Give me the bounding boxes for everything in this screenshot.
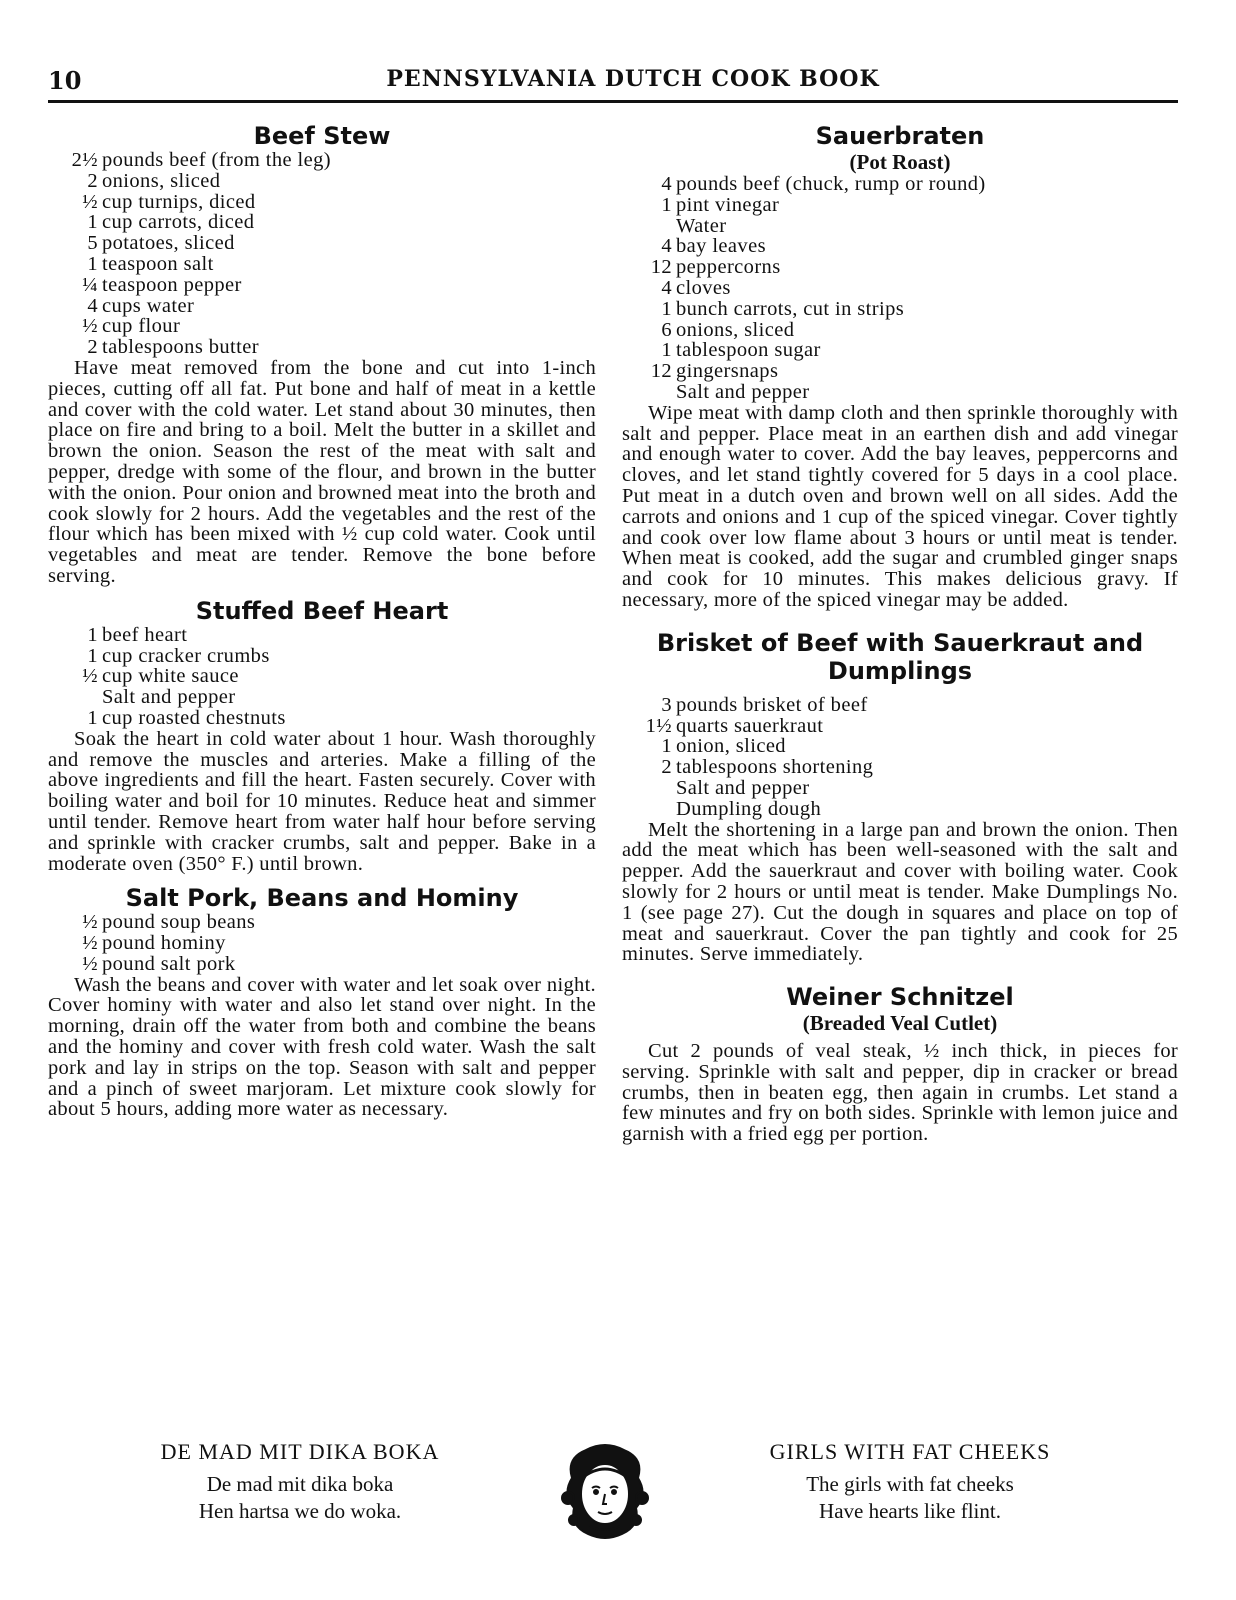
ingredient-item: [622, 778, 1178, 799]
ingredient-item: [48, 171, 596, 192]
ingredient-list: [48, 912, 596, 974]
recipe-stuffed-beef-heart: [48, 597, 596, 875]
ingredient-quantity: ½: [82, 911, 98, 934]
ingredient-item: [622, 299, 1178, 320]
recipe-subtitle: (Pot Roast): [849, 150, 951, 174]
page-header: [48, 64, 1178, 103]
footer-poem-left: [110, 1438, 490, 1525]
page-number: 10: [48, 66, 82, 95]
ingredient-quantity: 1: [661, 735, 672, 758]
recipe-brisket: [622, 629, 1178, 965]
ingredient-quantity: 1: [87, 211, 98, 234]
ingredient-item: [622, 216, 1178, 237]
ingredient-text: teaspoon pepper: [102, 273, 242, 296]
ingredient-list: [622, 174, 1178, 403]
ingredient-item: [622, 799, 1178, 820]
ingredient-text: cup turnips, diced: [102, 190, 256, 213]
ingredient-item: [622, 174, 1178, 195]
ingredient-text: potatoes, sliced: [102, 232, 235, 255]
ingredient-item: [48, 954, 596, 975]
ingredient-item: [48, 625, 596, 646]
recipe-directions: Melt the shortening in a large pan and brown the onion. Then add the meat which has been well-seasoned with the salt and pepper. Add the sauerkraut and cover with boiling water. Cook slowly for 2 hours or until meat is tender. Make Dumplings No. 1 (see page 27). Cut the dough in squares and place on top of meat and sauerkraut. Cover the pan tightly and cook for 25 minutes. Serve immediately.: [622, 818, 1178, 966]
ingredient-quantity: [622, 216, 676, 237]
ingredient-quantity: ½: [82, 190, 98, 213]
ingredient-quantity: 12: [650, 360, 672, 383]
ingredient-text: teaspoon salt: [102, 252, 214, 275]
ingredient-item: [622, 278, 1178, 299]
ingredient-text: Salt and pepper: [102, 686, 236, 709]
ingredient-item: [48, 296, 596, 317]
ingredient-item: [48, 233, 596, 254]
ingredient-quantity: [622, 778, 676, 799]
ingredient-text: tablespoons shortening: [676, 756, 874, 779]
ingredient-item: [622, 716, 1178, 737]
ingredient-quantity: 4: [661, 235, 672, 258]
left-column: [48, 122, 596, 1120]
ingredient-text: tablespoon sugar: [676, 339, 821, 362]
poem-title: DE MAD MIT DIKA BOKA: [160, 1439, 440, 1464]
ingredient-quantity: 4: [87, 294, 98, 317]
ingredient-text: pound salt pork: [102, 952, 236, 975]
poem-title: GIRLS WITH FAT CHEEKS: [769, 1439, 1051, 1464]
recipe-directions: Cut 2 pounds of veal steak, ½ inch thick, in pieces for serving. Sprinkle with salt and pepper, dip in cracker or bread crumbs, then in beaten egg, then again in crumbs. Let stand a few minutes and fry on both sides. Sprinkle with lemon juice and garnish with a fried egg per portion.: [622, 1040, 1178, 1146]
ingredient-quantity: 1½: [645, 714, 672, 737]
recipe-title: Weiner Schnitzel: [786, 983, 1014, 1012]
recipe-title: Salt Pork, Beans and Hominy: [125, 884, 519, 913]
ingredient-item: [622, 257, 1178, 278]
ingredient-quantity: 1: [87, 623, 98, 646]
running-head: PENNSYLVANIA DUTCH COOK BOOK: [386, 66, 880, 92]
ingredient-quantity: 4: [661, 276, 672, 299]
ingredient-text: bay leaves: [676, 235, 766, 258]
ingredient-item: [48, 150, 596, 171]
ingredient-quantity: 2: [87, 169, 98, 192]
ingredient-quantity: 1: [87, 252, 98, 275]
ingredient-item: [622, 695, 1178, 716]
ingredient-item: [622, 757, 1178, 778]
recipe-title: Brisket of Beef with Sauerkraut and Dumplings: [656, 628, 1144, 685]
ingredient-quantity: 5: [87, 232, 98, 255]
ingredient-text: cup flour: [102, 315, 181, 338]
ingredient-list: [622, 695, 1178, 820]
ingredient-item: [48, 646, 596, 667]
ingredient-quantity: ¼: [82, 273, 98, 296]
ingredient-item: [622, 736, 1178, 757]
recipe-title: Sauerbraten: [815, 122, 985, 150]
ingredient-list: [48, 150, 596, 358]
ingredient-text: onions, sliced: [102, 169, 221, 192]
ingredient-item: [622, 382, 1178, 403]
page-footer: [0, 1438, 1236, 1558]
ingredient-quantity: 2½: [71, 149, 98, 171]
ingredient-item: [48, 912, 596, 933]
ingredient-item: [622, 195, 1178, 216]
ingredient-quantity: 2: [87, 336, 98, 359]
ingredient-text: cup cracker crumbs: [102, 644, 270, 667]
ingredient-text: Dumpling dough: [676, 797, 822, 820]
ingredient-text: pint vinegar: [676, 193, 780, 216]
ingredient-text: cup roasted chestnuts: [102, 706, 286, 729]
ingredient-text: pounds beef (from the leg): [102, 149, 331, 171]
ingredient-text: tablespoons butter: [102, 336, 259, 359]
ingredient-quantity: ½: [82, 932, 98, 955]
ingredient-text: bunch carrots, cut in strips: [676, 297, 905, 320]
ingredient-item: [48, 708, 596, 729]
ingredient-text: onion, sliced: [676, 735, 786, 758]
ingredient-quantity: 6: [661, 318, 672, 341]
ingredient-item: [48, 254, 596, 275]
ingredient-text: pounds brisket of beef: [676, 693, 868, 716]
ingredient-item: [48, 666, 596, 687]
ingredient-item: [48, 337, 596, 358]
ingredient-quantity: ½: [82, 665, 98, 688]
ingredient-text: cloves: [676, 276, 731, 299]
ingredient-item: [48, 687, 596, 708]
ingredient-quantity: [622, 799, 676, 820]
ingredient-item: [622, 236, 1178, 257]
ingredient-text: cups water: [102, 294, 195, 317]
recipe-salt-pork: [48, 884, 596, 1120]
poem-line: Hen hartsa we do woka.: [198, 1499, 402, 1523]
ingredient-text: pounds beef (chuck, rump or round): [676, 173, 986, 195]
ingredient-quantity: 12: [650, 256, 672, 279]
recipe-sauerbraten: [622, 122, 1178, 611]
recipe-subtitle: (Breaded Veal Cutlet): [802, 1011, 998, 1036]
ingredient-item: [48, 933, 596, 954]
ingredient-text: Salt and pepper: [676, 776, 810, 799]
footer-poem-right: [720, 1438, 1100, 1525]
ingredient-quantity: 2: [661, 756, 672, 779]
recipe-directions: Have meat removed from the bone and cut into 1-inch pieces, cutting off all fat. Put bone and half of meat in a kettle and cover with the cold water. Let stand about 30 minutes, then place on fire and bring to a boil. Melt the butter in a skillet and brown the onion. Season the rest of the meat with salt and pepper, dredge with some of the flour, and brown in the butter with the onion. Pour onion and browned meat into the broth and cook slowly for 2 hours. Add the vegetables and the rest of the flour which has been mixed with ½ cup cold water. Cook until vegetables and meat are tender. Remove the bone before serving.: [48, 356, 596, 587]
ingredient-quantity: [48, 687, 102, 708]
ingredient-quantity: 1: [87, 644, 98, 667]
recipe-title: Beef Stew: [253, 122, 391, 150]
poem-line: Have hearts like flint.: [819, 1499, 1001, 1523]
ingredient-quantity: [622, 382, 676, 403]
ingredient-quantity: 1: [87, 706, 98, 729]
ingredient-text: Salt and pepper: [676, 380, 810, 403]
ingredient-quantity: 1: [661, 193, 672, 216]
recipe-directions: Wipe meat with damp cloth and then sprinkle thoroughly with salt and pepper. Place meat in an earthen dish and add vinegar and enough water to cover. Add the bay leaves, peppercorns and cloves, and let stand tightly covered for 5 days in a cool place. Put meat in a dutch oven and brown well on all sides. Add the carrots and onions and 1 cup of the spiced vinegar. Cover tightly and cook over low flame about 3 hours or until meat is tender. When meat is cooked, add the sugar and crumbled ginger snaps and cook for 10 minutes. This makes delicious gravy. If necessary, more of the spiced vinegar may be added.: [622, 401, 1178, 611]
ingredient-item: [48, 316, 596, 337]
ingredient-quantity: 3: [661, 693, 672, 716]
ingredient-item: [48, 275, 596, 296]
ingredient-item: [622, 361, 1178, 382]
ingredient-text: peppercorns: [676, 256, 781, 279]
ingredient-item: [622, 320, 1178, 341]
ingredient-text: onions, sliced: [676, 318, 795, 341]
ingredient-text: gingersnaps: [676, 360, 779, 383]
recipe-directions: Wash the beans and cover with water and let soak over night. Cover hominy with water and also let stand over night. In the morning, drain off the water from both and combine the beans and the hominy and cover with fresh cold water. Wash the salt pork and lay in strips on the top. Season with salt and pepper and a pinch of sweet marjoram. Let mixture cook slowly for about 5 hours, adding more water as necessary.: [48, 973, 596, 1121]
girl-portrait-icon: [552, 1438, 658, 1548]
ingredient-text: Water: [676, 214, 727, 237]
ingredient-text: cup white sauce: [102, 665, 239, 688]
poem-line: De mad mit dika boka: [206, 1472, 394, 1496]
ingredient-text: pound soup beans: [102, 911, 256, 934]
ingredient-text: beef heart: [102, 623, 188, 646]
recipe-title: Stuffed Beef Heart: [195, 596, 449, 625]
ingredient-quantity: ½: [82, 952, 98, 975]
ingredient-text: pound hominy: [102, 932, 226, 955]
ingredient-quantity: 1: [661, 339, 672, 362]
ingredient-item: [622, 340, 1178, 361]
right-column: [622, 122, 1178, 1145]
recipe-directions: Soak the heart in cold water about 1 hour. Wash thoroughly and remove the muscles and arteries. Make a filling of the above ingredients and fill the heart. Fasten securely. Cover with boiling water and boil for 10 minutes. Reduce heat and simmer until tender. Remove heart from water half hour before serving and sprinkle with cracker crumbs, salt and pepper. Bake in a moderate oven (350° F.) until brown.: [48, 727, 596, 875]
ingredient-quantity: ½: [82, 315, 98, 338]
recipe-weiner-schnitzel: [622, 983, 1178, 1145]
ingredient-item: [48, 212, 596, 233]
ingredient-list: [48, 625, 596, 729]
ingredient-quantity: 1: [661, 297, 672, 320]
poem-line: The girls with fat cheeks: [806, 1472, 1014, 1496]
ingredient-quantity: 4: [661, 173, 672, 195]
ingredient-text: cup carrots, diced: [102, 211, 255, 234]
recipe-beef-stew: [48, 122, 596, 587]
ingredient-item: [48, 192, 596, 213]
ingredient-text: quarts sauerkraut: [676, 714, 824, 737]
